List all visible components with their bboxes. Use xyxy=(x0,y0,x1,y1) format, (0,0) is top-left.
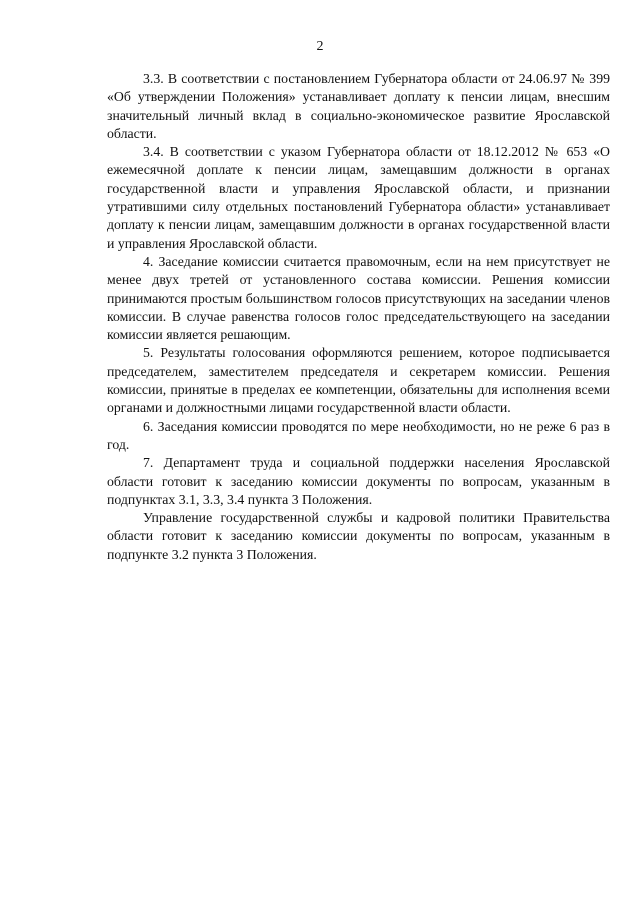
page-number: 2 xyxy=(316,39,324,54)
paragraph-hr-department: Управление государственной службы и кадровой политики Правительства области готовит к заседанию комиссии документы по вопросам, указанным в подпункте 3.2 пункта 3 Положения. xyxy=(107,510,610,562)
document-body xyxy=(107,70,610,564)
paragraph-3-3: 3.3. В соответствии с постановлением Губернатора области от 24.06.97 № 399 «Об утверждении Положения» устанавливает доплату к пенсии лицам, внесшим значительный личный вклад в социально-экономическое развитие Ярославской области. xyxy=(107,71,610,141)
paragraph-7: 7. Департамент труда и социальной поддержки населения Ярославской области готовит к заседанию комиссии документы по вопросам, указанным в подпунктах 3.1, 3.3, 3.4 пункта 3 Положения. xyxy=(107,455,610,507)
paragraph-6: 6. Заседания комиссии проводятся по мере необходимости, но не реже 6 раз в год. xyxy=(107,418,610,452)
paragraph-3-4: 3.4. В соответствии с указом Губернатора области от 18.12.2012 № 653 «О ежемесячной доплате к пенсии лицам, замещавшим должности в органах государственной власти и управления Ярославской области, и признании утратившими силу отдельных постановлений Губернатора области» устанавливает доплату к пенсии лицам, замещавшим должности в органах государственной власти и управления Ярославской области. xyxy=(107,144,610,251)
paragraph-4: 4. Заседание комиссии считается правомочным, если на нем присутствует не менее двух третей от установленного состава комиссии. Решения комиссии принимаются простым большинством голосов присутствующих на заседании членов комиссии. В случае равенства голосов голос председательствующего на заседании комиссии является решающим. xyxy=(107,253,610,343)
paragraph-5: 5. Результаты голосования оформляются решением, которое подписывается председателем, заместителем председателя и секретарем комиссии. Решения комиссии, принятые в пределах ее компетенции, обязательны для исполнения всеми органами и должностными лицами государственной власти области. xyxy=(107,345,610,416)
